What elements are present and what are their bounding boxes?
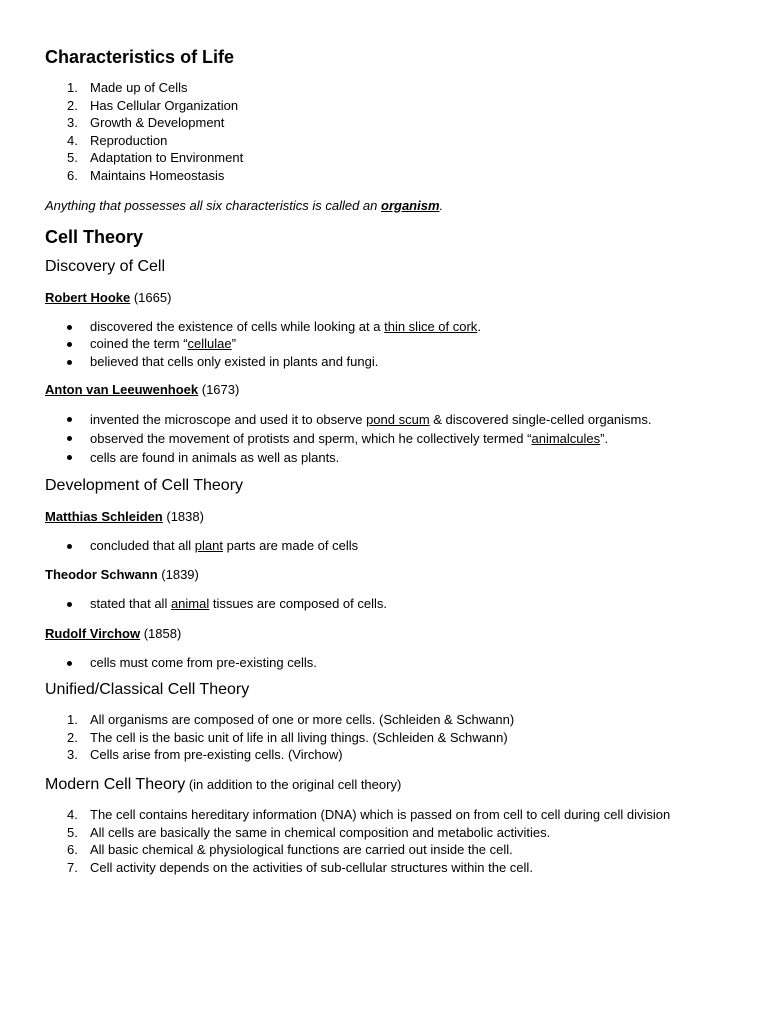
note-suffix: . (439, 197, 444, 213)
list-text: Maintains Homeostasis (90, 167, 225, 183)
list-item (45, 824, 735, 842)
schleiden-list (45, 537, 735, 555)
schwann-heading (45, 566, 735, 583)
list-item (45, 711, 735, 729)
list-item (45, 132, 735, 150)
list-item (45, 448, 735, 467)
list-item (45, 335, 735, 353)
bullet-icon (67, 360, 72, 365)
list-text: Has Cellular Organization (90, 97, 239, 113)
leeuwenhoek-list (45, 410, 735, 467)
list-number: 6. (67, 167, 78, 183)
list-item (45, 429, 735, 448)
bullet-text-end: tissues are composed of cells. (209, 595, 387, 611)
organism-note (45, 197, 735, 214)
list-text: Cells arise from pre-existing cells. (Virchow) (90, 747, 343, 763)
list-number: 2. (67, 729, 78, 745)
underlined-term: pond scum (366, 412, 430, 428)
list-item (45, 806, 735, 824)
list-number: 1. (67, 80, 78, 95)
schleiden-name: Matthias Schleiden (45, 509, 163, 525)
list-number: 7. (67, 859, 78, 875)
hooke-year: (1665) (130, 289, 172, 305)
list-item (45, 114, 735, 132)
schwann-year: (1839) (157, 566, 199, 582)
virchow-name: Rudolf Virchow (45, 625, 141, 641)
bullet-icon (67, 602, 72, 607)
list-item (45, 79, 735, 97)
modern-list (45, 806, 735, 876)
virchow-heading (45, 625, 735, 642)
list-item (45, 353, 735, 371)
leeuwenhoek-heading (45, 381, 735, 398)
schwann-name: Theodor Schwann (45, 566, 158, 582)
leeuwenhoek-year: (1673) (198, 382, 240, 398)
list-text: All cells are basically the same in chemical composition and metabolic activities. (90, 824, 551, 840)
list-text: Made up of Cells (90, 80, 188, 95)
list-number: 2. (67, 97, 78, 113)
underlined-term: plant (194, 538, 223, 554)
list-text: All organisms are composed of one or more cells. (Schleiden & Schwann) (90, 712, 515, 728)
underlined-term: thin slice of cork (384, 318, 478, 334)
list-text: Growth & Development (90, 115, 225, 131)
bullet-text: cells must come from pre-existing cells. (90, 654, 317, 670)
list-item (45, 654, 735, 672)
list-item (45, 595, 735, 613)
list-item (45, 149, 735, 167)
bullet-icon (67, 325, 72, 330)
modern-heading (45, 774, 735, 796)
organism-term: organism (381, 197, 440, 213)
schleiden-year: (1838) (162, 509, 204, 525)
list-item (45, 318, 735, 336)
list-text: Cell activity depends on the activities of sub-cellular structures within the cell. (90, 859, 533, 875)
list-item (45, 746, 735, 764)
bullet-text: cells are found in animals as well as plants. (90, 450, 340, 466)
modern-subtitle: (in addition to the original cell theory) (185, 776, 402, 792)
list-number: 3. (67, 115, 78, 131)
hooke-heading (45, 289, 735, 306)
modern-title: Modern Cell Theory (45, 775, 186, 793)
unified-title: Unified/Classical Cell Theory (45, 681, 250, 699)
list-item (45, 97, 735, 115)
bullet-text-end: parts are made of cells (223, 538, 359, 554)
list-text: The cell is the basic unit of life in all living things. (Schleiden & Schwann) (90, 729, 508, 745)
bullet-text: coined the term “ (90, 336, 188, 352)
list-item (45, 729, 735, 747)
note-text: Anything that possesses all six characteristics is called an (45, 197, 381, 213)
bullet-icon (67, 661, 72, 666)
list-text: Adaptation to Environment (90, 150, 244, 166)
bullet-text: observed the movement of protists and sperm, which he collectively termed “ (90, 431, 532, 447)
discovery-title: Discovery of Cell (45, 257, 166, 275)
development-title: Development of Cell Theory (45, 477, 244, 495)
list-text: All basic chemical & physiological functions are carried out inside the cell. (90, 842, 513, 858)
list-item (45, 410, 735, 429)
cell-theory-title: Cell Theory (45, 226, 144, 247)
virchow-year: (1858) (140, 625, 182, 641)
bullet-icon (67, 417, 72, 422)
list-item (45, 537, 735, 555)
list-number: 1. (67, 712, 78, 728)
bullet-icon (67, 544, 72, 549)
underlined-term: animal (170, 595, 210, 611)
bullet-text-end: ”. (600, 431, 609, 447)
characteristics-list (45, 79, 735, 185)
unified-list (45, 711, 735, 764)
list-number: 5. (67, 150, 78, 166)
underlined-term: cellulae (187, 336, 232, 352)
bullet-icon (67, 342, 72, 347)
bullet-text-end: . (477, 318, 481, 334)
bullet-text: stated that all (90, 595, 171, 611)
list-number: 5. (67, 824, 78, 840)
list-item (45, 859, 735, 877)
bullet-text: invented the microscope and used it to observe (90, 412, 367, 428)
bullet-text: concluded that all (90, 538, 195, 554)
list-text: Reproduction (90, 132, 168, 148)
list-number: 4. (67, 806, 78, 822)
list-item (45, 841, 735, 859)
characteristics-title: Characteristics of Life (45, 47, 235, 67)
underlined-term: animalcules (531, 431, 601, 447)
leeuwenhoek-name: Anton van Leeuwenhoek (45, 382, 199, 398)
bullet-text-end: ” (231, 336, 236, 352)
bullet-text: discovered the existence of cells while looking at a (90, 318, 385, 334)
bullet-icon (67, 455, 72, 460)
bullet-text-end: & discovered single-celled organisms. (429, 412, 652, 428)
list-text: The cell contains hereditary information (DNA) which is passed on from cell to cell during cell division (90, 806, 671, 822)
hooke-list (45, 318, 735, 371)
bullet-icon (67, 436, 72, 441)
schwann-list (45, 595, 735, 613)
list-number: 4. (67, 132, 78, 148)
list-number: 3. (67, 747, 78, 763)
virchow-list (45, 654, 735, 672)
list-number: 6. (67, 842, 78, 858)
hooke-name: Robert Hooke (45, 289, 131, 305)
document-page (45, 44, 735, 876)
schleiden-heading (45, 508, 735, 525)
bullet-text: believed that cells only existed in plants and fungi. (90, 353, 379, 369)
list-item (45, 167, 735, 185)
